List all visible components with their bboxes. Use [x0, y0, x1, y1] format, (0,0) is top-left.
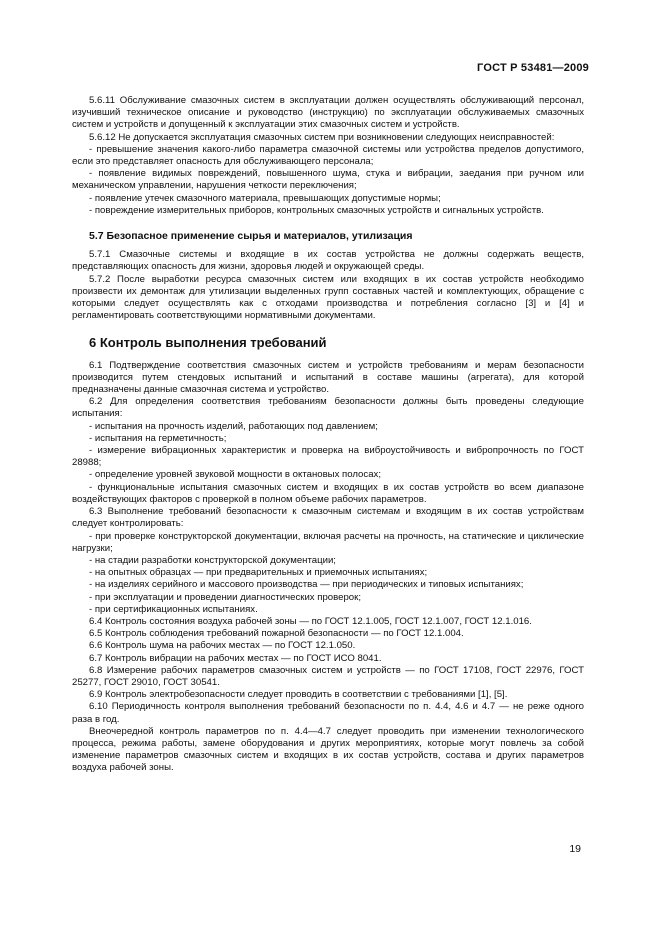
list-item: - появление утечек смазочного материала, превышающих допустимые нормы;: [89, 192, 441, 204]
paragraph-6-5: 6.5 Контроль соблюдения требований пожарной безопасности — по ГОСТ 12.1.004.: [89, 628, 464, 640]
paragraph-6-1: 6.1 Подтверждение соответствия смазочных систем и устройств требованиям и мерам безопасности производится путем стендовых испытаний и испытаний в составе машины (агрегата), для которой предназначены данные смазочная система и устройство.: [72, 359, 584, 396]
section-6-heading: 6 Контроль выполнения требований: [89, 335, 327, 351]
page-number: 19: [569, 843, 581, 855]
paragraph-5-7-2: 5.7.2 После выработки ресурса смазочных систем или входящих в их состав устройств необходимо произвести их демонтаж для утилизации выделенных групп составных частей и комплектующих, обращение с которыми следует осуществлять как с отходами производства и потребления согласно [3] и [4] и регламентировать соответствующими нормативными документами.: [72, 273, 584, 322]
list-item: - функциональные испытания смазочных систем и входящих в их состав устройств во всем диапазоне воздействующих факторов с проверкой в полном объеме рабочих параметров.: [72, 481, 584, 505]
paragraph-6-6: 6.6 Контроль шума на рабочих местах — по ГОСТ 12.1.050.: [89, 640, 356, 652]
paragraph-6-10: 6.10 Периодичность контроля выполнения требований безопасности по п. 4.4, 4.6 и 4.7 — не реже одного раза в год.: [72, 701, 584, 725]
list-item: - на стадии разработки конструкторской документации;: [89, 554, 336, 566]
paragraph-5-7-1: 5.7.1 Смазочные системы и входящие в их состав устройства не должны содержать веществ, представляющих опасность для жизни, здоровья людей и окружающей среды.: [72, 249, 584, 273]
list-item: - при эксплуатации и проведении диагностических проверок;: [89, 591, 361, 603]
list-item: - появление видимых повреждений, повышенного шума, стука и вибрации, заедания при ручном или механическом управлении, нарушения четкости переключения;: [72, 168, 584, 192]
list-item: - испытания на герметичность;: [89, 432, 227, 444]
paragraph-6-9: 6.9 Контроль электробезопасности следует проводить в соответствии с требованиями [1], [5].: [89, 689, 508, 701]
list-item: - испытания на прочность изделий, работающих под давлением;: [89, 420, 378, 432]
list-item: - на изделиях серийного и массового производства — при периодических и типовых испытаниях;: [89, 579, 524, 591]
paragraph-6-3: 6.3 Выполнение требований безопасности к смазочным системам и входящим в их состав устройствам следует контролировать:: [72, 506, 584, 530]
list-item: - превышение значения какого-либо параметра смазочной системы или устройства пределов допустимого, если это представляет опасность для обслуживающего персонала;: [72, 143, 584, 168]
paragraph-6-4: 6.4 Контроль состояния воздуха рабочей зоны — по ГОСТ 12.1.005, ГОСТ 12.1.007, ГОСТ 12.1.016.: [89, 615, 532, 627]
paragraph-6-7: 6.7 Контроль вибрации на рабочих местах — по ГОСТ ИСО 8041.: [89, 652, 382, 664]
list-item: - при сертификационных испытаниях.: [89, 603, 258, 615]
document-header: ГОСТ Р 53481—2009: [477, 62, 589, 74]
paragraph-5-6-11: 5.6.11 Обслуживание смазочных систем в эксплуатации должен осуществлять обслуживающий персонал, изучивший техническое описание и руководство (инструкцию) по эксплуатации обслуживаемых смазочных систем и устройств и допущенный к эксплуатации этих смазочных систем и устройств.: [72, 95, 584, 131]
paragraph-extraordinary-control: Внеочередной контроль параметров по п. 4.4—4.7 следует проводить при изменении технологического процесса, режима работы, замене оборудования и других мероприятиях, которые могут повлечь за собой изменение параметров смазочных систем и входящих в их состав устройств, состава и других параметров воздуха рабочей зоны.: [72, 725, 584, 774]
list-item: - измерение вибрационных характеристик и проверка на виброустойчивость и вибропрочность по ГОСТ 28988;: [72, 445, 584, 469]
list-item: - повреждение измерительных приборов, контрольных смазочных устройств и сигнальных устройств.: [89, 204, 544, 216]
paragraph-6-8: 6.8 Измерение рабочих параметров смазочных систем и устройств — по ГОСТ 17108, ГОСТ 22976, ГОСТ 25277, ГОСТ 29010, ГОСТ 30541.: [72, 664, 584, 688]
document-body: [72, 95, 584, 775]
paragraph-6-2: 6.2 Для определения соответствия требованиям безопасности должны быть проведены следующие испытания:: [72, 396, 584, 420]
paragraph-5-6-12: 5.6.12 Не допускается эксплуатация смазочных систем при возникновении следующих неисправностей:: [89, 131, 555, 143]
list-item: - при проверке конструкторской документации, включая расчеты на прочность, на статические и циклические нагрузки;: [72, 530, 584, 554]
section-5-7-heading: 5.7 Безопасное применение сырья и материалов, утилизация: [89, 230, 413, 243]
list-item: - на опытных образцах — при предварительных и приемочных испытаниях;: [89, 567, 428, 579]
list-item: - определение уровней звуковой мощности в октановых полосах;: [89, 469, 381, 481]
